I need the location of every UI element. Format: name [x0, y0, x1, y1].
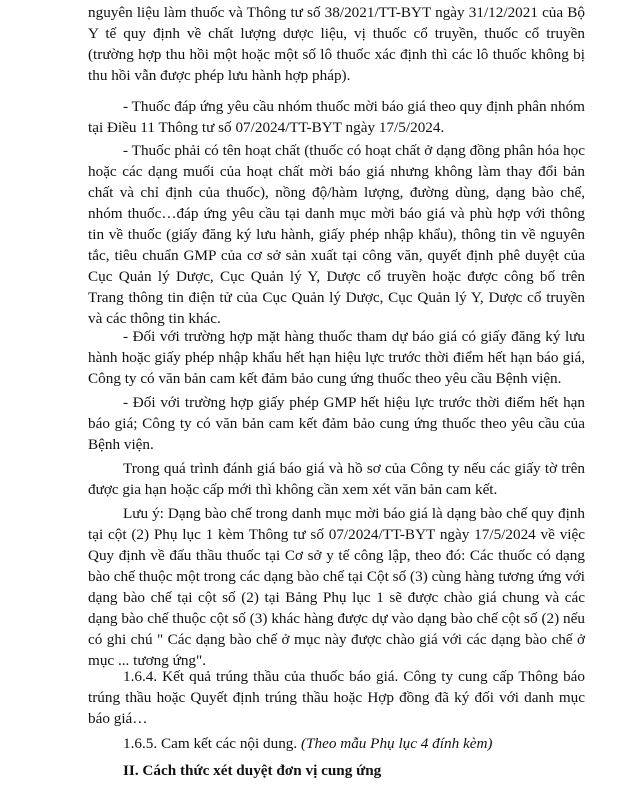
paragraph-dosage-form-note: Lưu ý: Dạng bào chế trong danh mục mời báo giá là dạng bào chế quy định tại cột (2) Phụ lục 1 kèm Thông tư số 07/2024/TT-BYT ngày 17/5/2024 về việc Quy định về đấu thầu thuốc tại Cơ sở y tế công lập, theo đó: Các thuốc có dạng bào chế thuộc một trong các dạng bào chế tại Cột số (3) cùng hàng tương ứng với dạng bào chế tại cột số (2) tại Bảng Phụ lục 1 sẽ được chào giá chung và các dạng bào chế thuộc cột số (3) khác hàng được dự vào dạng bào chế cột số (2) nếu có ghi chú " Các dạng bào chế ở mục này được chào giá với các dạng bào chế ở mục ... tương ứng".	[88, 505, 585, 669]
paragraph-item-1-6-4: 1.6.4. Kết quả trúng thầu của thuốc báo giá. Công ty cung cấp Thông báo trúng thầu hoặc Quyết định trúng thầu hoặc Hợp đồng đã ký đối với danh mục báo giá…	[88, 668, 585, 727]
paragraph-item-1-6-5	[88, 733, 585, 754]
paragraph-active-ingredient-requirement: - Thuốc phải có tên hoạt chất (thuốc có hoạt chất ở dạng đồng phân hóa học hoặc các dạng muối của hoạt chất mời báo giá nhưng không làm thay đổi bản chất và chỉ định của thuốc), nồng độ/hàm lượng, đường dùng, dạng bào chế, nhóm thuốc…đáp ứng yêu cầu tại danh mục mời báo giá và phù hợp với thông tin về thuốc (giấy đăng ký lưu hành, giấy phép nhập khẩu), thông tin về nguyên tắc, tiêu chuẩn GMP của cơ sở sản xuất tại công văn, quyết định phê duyệt của Cục Quản lý Dược, Cục Quản lý Y, Dược cổ truyền hoặc được công bố trên Trang thông tin điện tử của Cục Quản lý Dược, Cục Quản lý Y, Dược cổ truyền và các thông tin khác.	[88, 142, 585, 327]
section-heading: II. Cách thức xét duyệt đơn vị cung ứng	[123, 762, 382, 779]
item-1-6-5-text: 1.6.5. Cam kết các nội dung.	[123, 735, 301, 752]
paragraph-renewal-note: Trong quá trình đánh giá báo giá và hồ sơ của Công ty nếu các giấy tờ trên được gia hạn hoặc cấp mới thì không cần xem xét văn bản cam kết.	[88, 460, 585, 498]
paragraph-license-expiry-commitment: - Đối với trường hợp mặt hàng thuốc tham dự báo giá có giấy đăng ký lưu hành hoặc giấy phép nhập khẩu hết hạn hiệu lực trước thời điểm hết hạn báo giá, Công ty có văn bản cam kết đảm bảo cung ứng thuốc theo yêu cầu Bệnh viện.	[88, 328, 585, 387]
item-1-6-5-italic-note: (Theo mẫu Phụ lục 4 đính kèm)	[301, 735, 493, 752]
paragraph-drug-group-requirement: - Thuốc đáp ứng yêu cầu nhóm thuốc mời báo giá theo quy định phân nhóm tại Điều 11 Thông tư số 07/2024/TT-BYT ngày 17/5/2024.	[88, 98, 585, 136]
paragraph-regulation-continuation: nguyên liệu làm thuốc và Thông tư số 38/2021/TT-BYT ngày 31/12/2021 của Bộ Y tế quy định về chất lượng dược liệu, vị thuốc cổ truyền, thuốc cổ truyền (trường hợp thu hồi một hoặc một số lô thuốc xác định thì các lô thuốc không bị thu hồi vẫn được phép lưu hành hợp pháp).	[88, 4, 585, 84]
paragraph-gmp-expiry-commitment: - Đối với trường hợp giấy phép GMP hết hiệu lực trước thời điểm hết hạn báo giá; Công ty có văn bản cam kết đảm bảo cung ứng thuốc theo yêu cầu của Bệnh viện.	[88, 394, 585, 453]
